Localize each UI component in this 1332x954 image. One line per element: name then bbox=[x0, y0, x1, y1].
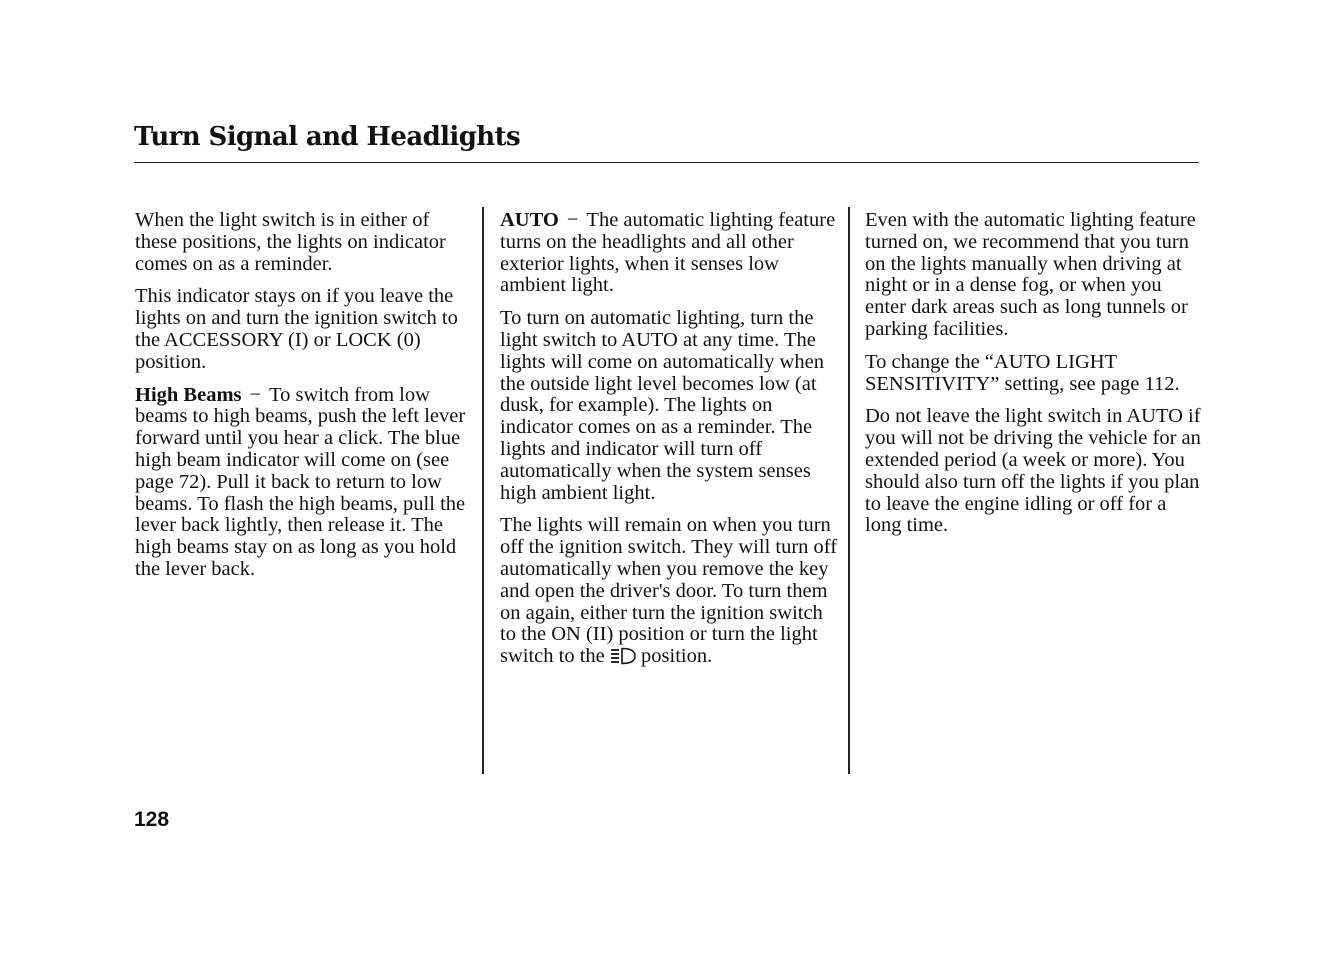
paragraph-text: The lights will remain on when you turn off the ignition switch. They will turn off automatically when you remove the key and open the driver's door. To turn them on again, either turn the ignition switch to the ON (II) position or turn the light switch to the bbox=[500, 514, 838, 668]
title-divider bbox=[134, 162, 1199, 163]
term-auto: AUTO bbox=[500, 209, 559, 231]
column-middle bbox=[500, 210, 840, 682]
column-left bbox=[135, 210, 475, 592]
headlight-icon bbox=[610, 647, 636, 671]
paragraph bbox=[135, 385, 475, 581]
paragraph-text: To switch from low beams to high beams, push the left lever forward until you hear a click. The blue high beam indicator will come on (see page 72). Pull it back to return to low beams. To flash the high beams, pull the lever back lightly, then release it. The high beams stay on as long as you hold the lever back. bbox=[135, 383, 466, 580]
em-dash: − bbox=[566, 209, 579, 231]
paragraph: To turn on automatic lighting, turn the light switch to AUTO at any time. The lights will come on automatically when the outside light level becomes low (at dusk, for example). The lights on indicator comes on as a reminder. The lights and indicator will turn off automatically when the system senses high ambient light. bbox=[500, 307, 824, 504]
paragraph: Do not leave the light switch in AUTO if you will not be driving the vehicle for an extended period (a week or more). You should also turn off the lights if you plan to leave the engine idling or off for a long time. bbox=[865, 405, 1201, 537]
paragraph bbox=[500, 210, 840, 297]
em-dash: − bbox=[249, 383, 262, 406]
paragraph: When the light switch is in either of these positions, the lights on indicator comes on as a reminder. bbox=[135, 209, 446, 275]
column-right bbox=[865, 210, 1205, 548]
page-title: Turn Signal and Headlights bbox=[134, 122, 521, 152]
paragraph bbox=[500, 515, 840, 671]
paragraph: This indicator stays on if you leave the lights on and turn the ignition switch to the ACCESSORY (I) or LOCK (0) position. bbox=[135, 285, 458, 373]
term-high-beams: High Beams bbox=[135, 383, 242, 406]
paragraph: To change the “AUTO LIGHT SENSITIVITY” setting, see page 112. bbox=[865, 350, 1180, 395]
paragraph-text: The automatic lighting feature turns on the headlights and all other exterior lights, when it senses low ambient light. bbox=[500, 209, 836, 297]
page-number: 128 bbox=[134, 808, 170, 831]
paragraph-text: position. bbox=[641, 645, 713, 668]
column-divider bbox=[482, 207, 484, 774]
paragraph: Even with the automatic lighting feature turned on, we recommend that you turn on the lights manually when driving at night or in a dense fog, or when you enter dark areas such as long tunnels or parking facilities. bbox=[865, 209, 1196, 340]
column-divider bbox=[848, 207, 850, 774]
